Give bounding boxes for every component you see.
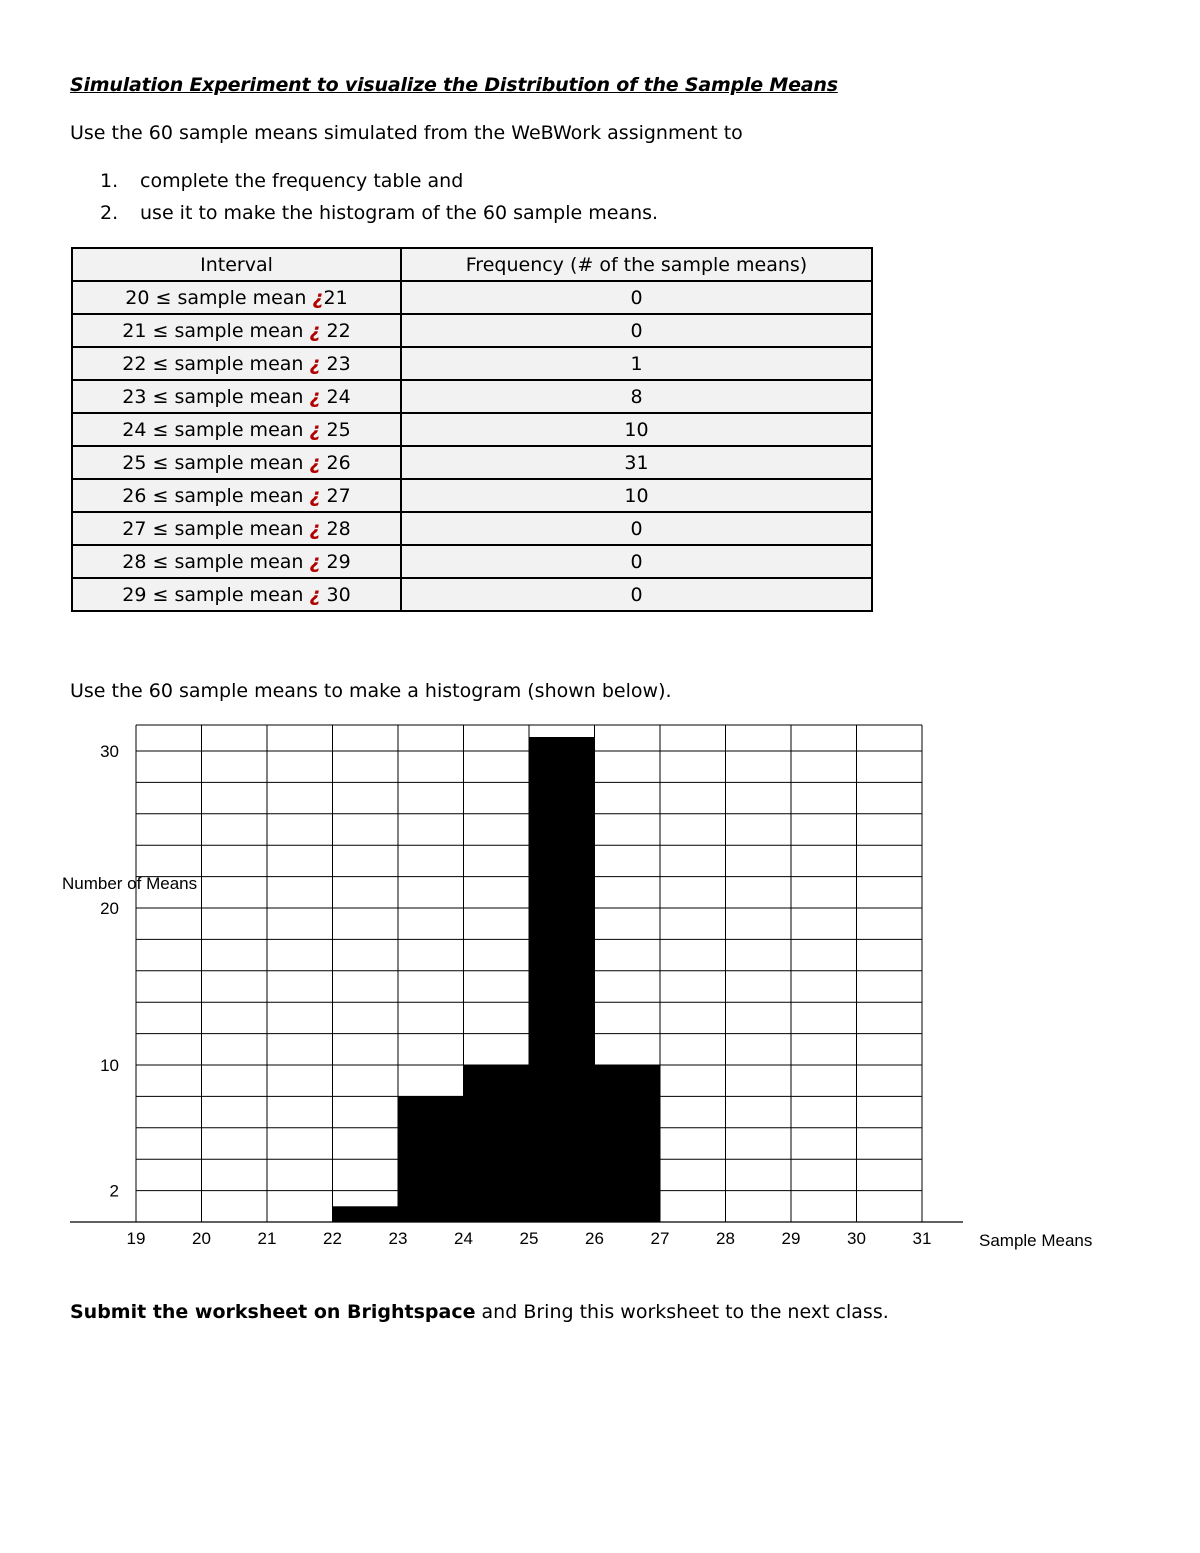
interval-left: 28 ≤ sample mean (122, 550, 310, 573)
interval-left: 24 ≤ sample mean (122, 418, 310, 441)
interval-left: 25 ≤ sample mean (122, 451, 310, 474)
frequency-cell: 10 (401, 413, 872, 446)
frequency-cell: 31 (401, 446, 872, 479)
less-than-glyph: ¿ (309, 550, 321, 573)
less-than-glyph: ¿ (309, 418, 321, 441)
x-tick-label: 20 (192, 1229, 211, 1248)
frequency-cell: 0 (401, 314, 872, 347)
less-than-glyph: ¿ (309, 352, 321, 375)
x-tick-label: 27 (650, 1229, 670, 1248)
less-than-glyph: ¿ (312, 286, 324, 309)
interval-right: 29 (320, 550, 351, 573)
histogram-bar (595, 1065, 661, 1222)
interval-right: 23 (320, 352, 351, 375)
frequency-cell: 1 (401, 347, 872, 380)
less-than-glyph: ¿ (309, 583, 321, 606)
list-item-number: 1. (100, 170, 119, 192)
y-axis-label: Number of Means (62, 874, 198, 893)
x-tick-label: 21 (257, 1229, 277, 1248)
y-tick-label: 10 (100, 1056, 119, 1075)
less-than-glyph: ¿ (309, 451, 321, 474)
interval-left: 21 ≤ sample mean (122, 319, 310, 342)
frequency-cell: 0 (401, 281, 872, 314)
interval-right: 28 (320, 517, 351, 540)
frequency-cell: 10 (401, 479, 872, 512)
interval-left: 27 ≤ sample mean (122, 517, 310, 540)
x-tick-label: 29 (781, 1229, 801, 1248)
interval-left: 29 ≤ sample mean (122, 583, 310, 606)
less-than-glyph: ¿ (309, 319, 321, 342)
intro-text: Use the 60 sample means simulated from the WeBWork assignment to (70, 122, 743, 144)
interval-left: 20 ≤ sample mean (125, 286, 313, 309)
interval-left: 22 ≤ sample mean (122, 352, 310, 375)
frequency-cell: 8 (401, 380, 872, 413)
interval-right: 24 (320, 385, 351, 408)
interval-right: 26 (320, 451, 351, 474)
list-item-text: complete the frequency table and (140, 170, 464, 192)
interval-right: 21 (323, 286, 348, 309)
list-item-number: 2. (100, 202, 119, 224)
x-tick-label: 28 (716, 1229, 735, 1248)
y-tick-label: 2 (109, 1181, 119, 1201)
x-tick-label: 30 (847, 1229, 866, 1248)
column-header-frequency: Frequency (# of the sample means) (401, 248, 872, 281)
less-than-glyph: ¿ (309, 484, 321, 507)
interval-left: 26 ≤ sample mean (122, 484, 310, 507)
x-tick-label: 22 (323, 1229, 342, 1248)
histogram-bar (333, 1206, 399, 1222)
x-tick-label: 26 (585, 1229, 604, 1248)
histogram-bar (464, 1065, 530, 1222)
histogram-intro: Use the 60 sample means to make a histogram (shown below). (70, 680, 672, 702)
frequency-cell: 0 (401, 512, 872, 545)
column-header-interval: Interval (72, 248, 401, 281)
x-tick-label: 23 (388, 1229, 408, 1248)
x-axis-label: Sample Means (979, 1231, 1093, 1250)
y-tick-label: 30 (100, 742, 119, 761)
less-than-glyph: ¿ (309, 517, 321, 540)
interval-right: 25 (320, 418, 351, 441)
frequency-cell: 0 (401, 578, 872, 611)
worksheet-title: Simulation Experiment to visualize the Distribution of the Sample Means (70, 74, 838, 96)
x-tick-label: 31 (912, 1229, 932, 1248)
histogram-bar (398, 1096, 464, 1222)
list-item-text: use it to make the histogram of the 60 sample means. (140, 202, 659, 224)
x-tick-label: 25 (519, 1229, 539, 1248)
interval-right: 30 (320, 583, 351, 606)
interval-right: 27 (320, 484, 351, 507)
x-tick-label: 24 (454, 1229, 473, 1248)
footer-bold-text: Submit the worksheet on Brightspace (70, 1301, 476, 1323)
footer-text (70, 1301, 889, 1323)
frequency-cell: 0 (401, 545, 872, 578)
less-than-glyph: ¿ (309, 385, 321, 408)
y-tick-label: 20 (100, 899, 119, 918)
interval-right: 22 (320, 319, 351, 342)
x-tick-label: 19 (126, 1229, 146, 1248)
footer-rest-text: and Bring this worksheet to the next class. (475, 1301, 889, 1323)
interval-left: 23 ≤ sample mean (122, 385, 310, 408)
histogram-bar (529, 737, 595, 1222)
